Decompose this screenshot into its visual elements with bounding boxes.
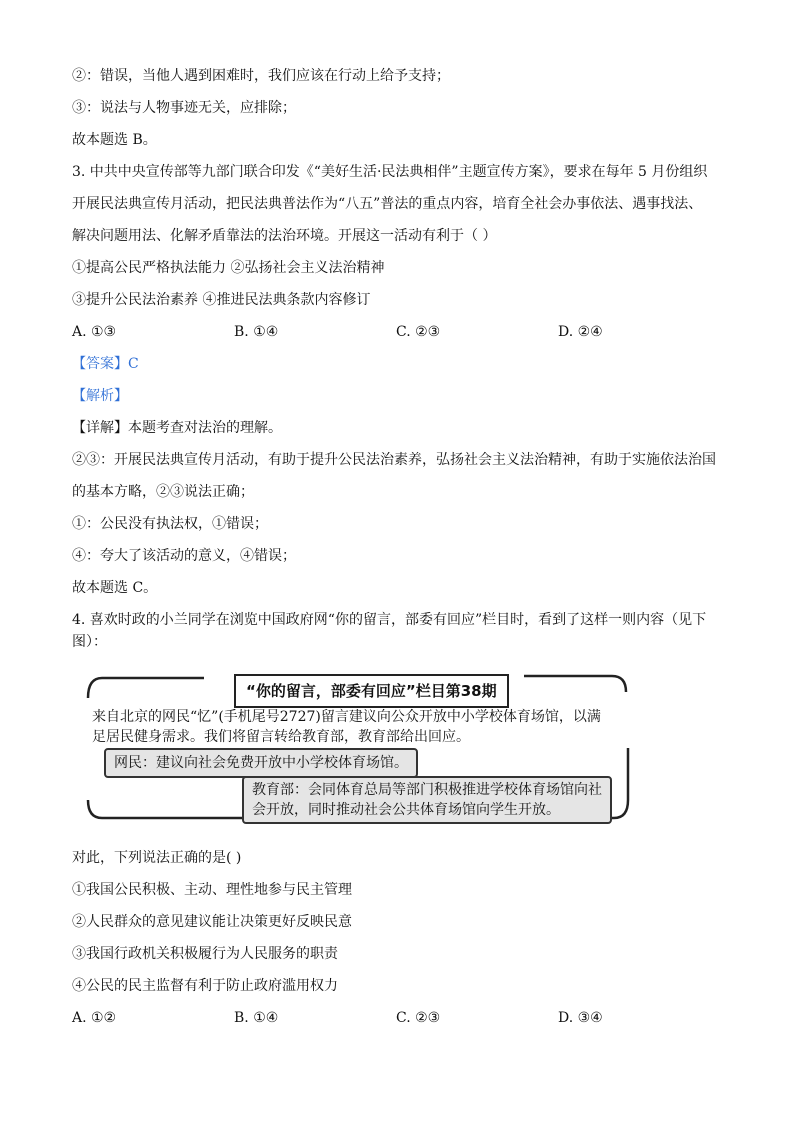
question-3-stem: 3. 中共中央宣传部等九部门联合印发《“美好生活·民法典相伴”主题宣传方案》，要求在每年 5 月份组织 xyxy=(72,164,708,180)
text-line: ③：说法与人物事迹无关，应排除； xyxy=(72,100,296,116)
text-line: ②：错误，当他人遇到困难时，我们应该在行动上给予支持； xyxy=(72,68,450,84)
ministry-reply xyxy=(242,776,612,824)
figure-text: 来自北京的网民“忆”(手机尾号2727)留言建议向公众开放中小学校体育场馆，以满 xyxy=(92,709,601,725)
question-3-stem: 解决问题用法、化解矛盾靠法的法治环境。开展这一活动有利于（ ） xyxy=(72,228,497,244)
answer-label: 【答案】C xyxy=(72,356,139,372)
figure-text: 足居民健身需求。我们将留言转给教育部，教育部给出回应。 xyxy=(92,729,470,745)
question-3-choice: ①提高公民严格执法能力 ②弘扬社会主义法治精神 xyxy=(72,260,385,276)
detail-line: 的基本方略，②③说法正确； xyxy=(72,484,254,500)
netizen-message: 网民：建议向社会免费开放中小学校体育场馆。 xyxy=(104,748,418,778)
figure-title: “你的留言，部委有回应”栏目第38期 xyxy=(234,674,509,708)
option-d: D. ②④ xyxy=(558,324,603,340)
detail-line: ②③：开展民法典宣传月活动，有助于提升公民法治素养，弘扬社会主义法治精神，有助于实施依法治国 xyxy=(72,452,716,468)
option-d: D. ③④ xyxy=(558,1010,603,1026)
detail-line: ④：夸大了该活动的意义，④错误； xyxy=(72,548,296,564)
option-c: C. ②③ xyxy=(396,324,441,340)
detail-line: ①：公民没有执法权，①错误； xyxy=(72,516,268,532)
question-4-choice: ③我国行政机关积极履行为人民服务的职责 xyxy=(72,946,338,962)
question-4-stem: 4. 喜欢时政的小兰同学在浏览中国政府网“你的留言，部委有回应”栏目时，看到了这样一则内容（见下 xyxy=(72,612,707,628)
detail-line: 故本题选 C。 xyxy=(72,580,158,596)
question-4-choice: ④公民的民主监督有利于防止政府滥用权力 xyxy=(72,978,338,994)
screenshot-figure xyxy=(84,660,634,832)
text-line: 故本题选 B。 xyxy=(72,132,157,148)
question-3-stem: 开展民法典宣传月活动，把民法典普法作为“八五”普法的重点内容，培育全社会办事依法、遇事找法、 xyxy=(72,196,703,212)
option-a: A. ①② xyxy=(72,1010,117,1026)
question-4-prompt: 对此，下列说法正确的是( ) xyxy=(72,850,242,866)
question-4-choice: ①我国公民积极、主动、理性地参与民主管理 xyxy=(72,882,352,898)
ministry-reply-line: 会开放，同时推动社会公共体育场馆向学生开放。 xyxy=(252,802,560,818)
ministry-reply-line: 教育部：会同体育总局等部门积极推进学校体育场馆向社 xyxy=(252,782,602,798)
question-4-choice: ②人民群众的意见建议能让决策更好反映民意 xyxy=(72,914,352,930)
detail-line: 【详解】本题考查对法治的理解。 xyxy=(72,420,282,436)
option-b: B. ①④ xyxy=(234,324,279,340)
question-4-stem: 图）： xyxy=(72,634,107,650)
analysis-label: 【解析】 xyxy=(72,388,128,404)
question-3-choice: ③提升公民法治素养 ④推进民法典条款内容修订 xyxy=(72,292,371,308)
option-b: B. ①④ xyxy=(234,1010,279,1026)
option-c: C. ②③ xyxy=(396,1010,441,1026)
option-a: A. ①③ xyxy=(72,324,117,340)
